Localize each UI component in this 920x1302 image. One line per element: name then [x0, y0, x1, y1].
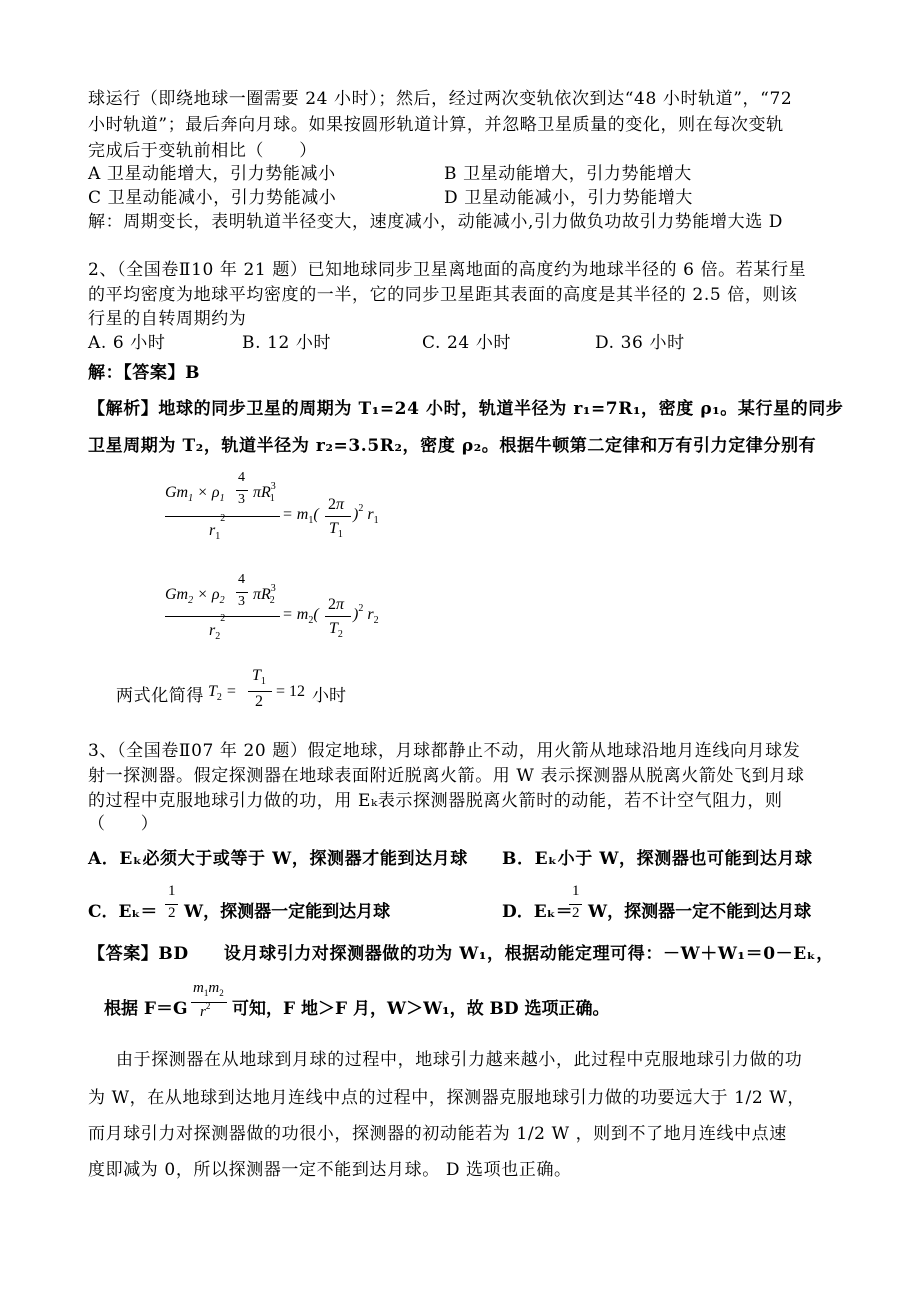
- q3-option-d-post: W，探测器一定不能到达月球: [588, 902, 812, 922]
- q1-option-b: B 卫星动能增大，引力势能增大: [444, 164, 692, 184]
- q3-option-a: A．Eₖ必须大于或等于 W，探测器才能到达月球: [88, 849, 468, 869]
- q2-answer: 解：【答案】B: [88, 363, 201, 383]
- q3-line-2: 射一探测器。假定探测器在地球表面附近脱离火箭。用 W 表示探测器从脱离火箭处飞到月球: [88, 766, 805, 786]
- q2-option-d: D. 36 小时: [595, 333, 685, 353]
- q3-option-c-post: W，探测器一定能到达月球: [184, 902, 391, 922]
- q3-line-4: （ ）: [88, 814, 159, 834]
- q3-option-c-pre: C．Eₖ＝: [88, 902, 158, 922]
- q1-line-3: 完成后于变轨前相比（ ）: [88, 141, 317, 161]
- q3-explain-3: 而月球引力对探测器做的功很小，探测器的初动能若为 1/2 W ，则到不了地月连线中点速: [88, 1124, 787, 1144]
- q3-line-1: 3、（全国卷Ⅱ07 年 20 题）假定地球，月球都静止不动，用火箭从地球沿地月连线向月球发: [88, 741, 801, 761]
- q3-option-c: C．Eₖ＝ 1 2 W，探测器一定能到达月球: [88, 883, 391, 922]
- q3-answer: 【答案】BD 设月球引力对探测器做的功为 W₁，根据动能定理可得：－W＋W₁＝0－Eₖ，: [88, 944, 834, 964]
- q3-gravity-pre: 根据 F＝G: [104, 999, 188, 1019]
- simplify-unit: 小时: [312, 686, 346, 706]
- q2-line-3: 行星的自转周期约为: [88, 309, 247, 329]
- simplified-result: 两式化简得 $T_2$ = $T_1$ 2 = 12 小时: [116, 667, 346, 710]
- q3-option-d-pre: D．Eₖ＝: [502, 902, 573, 922]
- q3-option-d: D．Eₖ＝ 1 2 W，探测器一定不能到达月球: [502, 883, 812, 922]
- q3-explain-1: 由于探测器在从地球到月球的过程中，地球引力越来越小，此过程中克服地球引力做的功: [116, 1050, 803, 1070]
- q3-option-b: B．Eₖ小于 W，探测器也可能到达月球: [502, 849, 813, 869]
- q1-option-a: A 卫星动能增大，引力势能减小: [88, 164, 336, 184]
- q3-gravity-line: 根据 F＝G $m_1m_2$ $r^2$ 可知，F 地＞F 月，W＞W₁，故 BD 选项正确。: [104, 980, 610, 1020]
- q1-option-d: D 卫星动能减小，引力势能增大: [444, 188, 694, 208]
- q3-line-3: 的过程中克服地球引力做的功，用 Eₖ表示探测器脱离火箭时的动能，若不计空气阻力，则: [88, 791, 783, 811]
- q3-explain-2: 为 W，在从地球到达地月连线中点的过程中，探测器克服地球引力做的功要远大于 1/2 W，: [88, 1088, 805, 1108]
- simplify-value: 12: [289, 683, 306, 700]
- simplify-label: 两式化简得: [116, 686, 204, 706]
- q2-analysis-2: 卫星周期为 T₂，轨道半径为 r₂=3.5R₂，密度 ρ₂。根据牛顿第二定律和万有引力定律分别有: [88, 436, 817, 456]
- q1-line-1: 球运行（即绕地球一圈需要 24 小时）；然后，经过两次变轨依次到达“48 小时轨道”，“72: [88, 89, 793, 109]
- q1-solution: 解：周期变长，表明轨道半径变大，速度减小，动能减小,引力做负功故引力势能增大选 D: [88, 212, 784, 232]
- q2-line-2: 的平均密度为地球平均密度的一半，它的同步卫星距其表面的高度是其半径的 2.5 倍，则该: [88, 285, 798, 305]
- q1-line-2: 小时轨道”；最后奔向月球。如果按圆形轨道计算，并忽略卫星质量的变化，则在每次变轨: [88, 115, 784, 135]
- q1-option-c: C 卫星动能减小，引力势能减小: [88, 188, 337, 208]
- q3-explain-4: 度即减为 0，所以探测器一定不能到达月球。 D 选项也正确。: [88, 1160, 572, 1180]
- document-page: 球运行（即绕地球一圈需要 24 小时）；然后，经过两次变轨依次到达“48 小时轨道”，“72 小时轨道”；最后奔向月球。如果按圆形轨道计算，并忽略卫星质量的变化，则在每次变轨 完成后于变轨前相比（ ） A 卫星动能增大，引力势能减小 B 卫星动能增大，引力势能增大 C 卫星动能减小，引力势能减小 D 卫星动能减小，引力势能增大 解：周期变长，表明轨道半径变大，速度减小，动能减小,引力做负功故引力势能增大选 D 2、（全国卷Ⅱ10 年 21 题）已知地球同步卫星离地面的高度约为地球半径的 6 倍。若某行星 的平均密度为地球平均密度的一半，它的同步卫星距其表面的高度是其半径的 2.5 倍，则该 行星的自转周期约为 A. 6 小时 B. 12 小时 C. 24 小时 D. 36 小时 解：【答案】B 【解析】地球的同步卫星的周期为 T₁=24 小时，轨道半径为 r₁=7R₁，密度 ρ₁。某行星的同步 卫星周期为 T₂，轨道半径为 r₂=3.5R₂，密度 ρ₂。根据牛顿第二定律和万有引力定律分别有 $Gm_1 \times \rho_1$ 4 3 $\pi R^3_1$ $r_1^2$ = $m_1$( 2π $T_1$ )$^2$ $r_1$ $Gm_2 \times \rho_2$ 4 3 $\pi R^3_2$ $r_2^2$ = $m_2$( 2π $T_2$ )$^2$ $r_2$ 两式化简得 $T_2$ = $T_1$ 2 = 12 小时 3、（全国卷Ⅱ07 年 20 题）假定地球，月球都静止不动，用火箭从地球沿地月连线向月球发 射一探测器。假定探测器在地球表面附近脱离火箭。用 W 表示探测器从脱离火箭处飞到月球 的过程中克服地球引力做的功，用 Eₖ表示探测器脱离火箭时的动能，若不计空气阻力，则 （ ） A．Eₖ必须大于或等于 W，探测器才能到达月球 B．Eₖ小于 W，探测器也可能到达月球 C．Eₖ＝ 1 2 W，探测器一定能到达月球 D．Eₖ＝ 1 2 W，探测器一定不能到达月球 【答案】BD 设月球引力对探测器做的功为 W₁，根据动能定理可得：－W＋W₁＝0－Eₖ， 根据 F＝G $m_1m_2$ $r^2$ 可知，F 地＞F 月，W＞W₁，故 BD 选项正确。 由于探测器在从地球到月球的过程中，地球引力越来越小，此过程中克服地球引力做的功 为 W，在从地球到达地月连线中点的过程中，探测器克服地球引力做的功要远大于 1/2 W， 而月球引力对探测器做的功很小，探测器的初动能若为 1/2 W ，则到不了地月连线中点速 度即减为 0，所以探测器一定不能到达月球。 D 选项也正确。: [88, 89, 844, 1180]
- q2-option-c: C. 24 小时: [422, 333, 512, 353]
- q2-option-a: A. 6 小时: [88, 333, 166, 353]
- q2-analysis-1: 【解析】地球的同步卫星的周期为 T₁=24 小时，轨道半径为 r₁=7R₁，密度 ρ₁。某行星的同步: [88, 399, 844, 419]
- q3-gravity-post: 可知，F 地＞F 月，W＞W₁，故 BD 选项正确。: [232, 999, 610, 1019]
- q2-line-1: 2、（全国卷Ⅱ10 年 21 题）已知地球同步卫星离地面的高度约为地球半径的 6 倍。若某行星: [88, 260, 807, 280]
- q2-option-b: B. 12 小时: [242, 333, 332, 353]
